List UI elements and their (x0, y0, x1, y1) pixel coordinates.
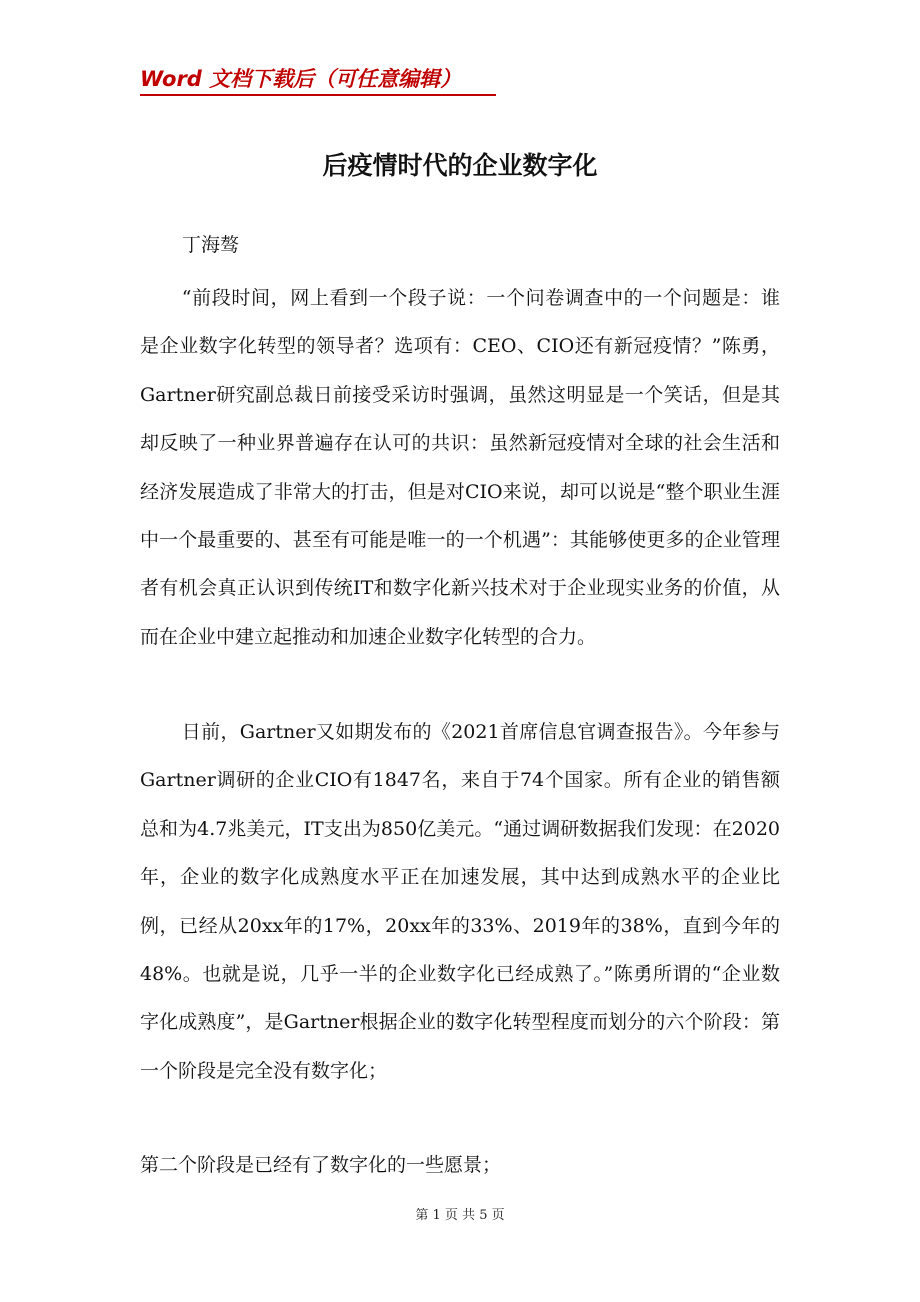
header-underline (140, 94, 496, 96)
body-paragraph-3: 第二个阶段是已经有了数字化的一些愿景； (140, 1154, 502, 1176)
document-header (140, 64, 496, 94)
page-number-footer: 第 1 页 共 5 页 (415, 1208, 505, 1223)
body-paragraph-2: 日前，Gartner又如期发布的《2021首席信息官调查报告》。今年参与Gartner调研的企业CIO有1847名，来自于74个国家。所有企业的销售额总和为4.7兆美元，IT支出为850亿美元。“通过调研数据我们发现：在2020年，企业的数字化成熟度水平正在加速发展，其中达到成熟水平的企业比例，已经从20xx年的17%，20xx年的33%、2019年的38%，直到今年的48%。也就是说，几乎一半的企业数字化已经成熟了。”陈勇所谓的“企业数字化成熟度”，是Gartner根据企业的数字化转型程度而划分的六个阶段：第一个阶段是完全没有数字化； (140, 721, 780, 1082)
page-title: 后疫情时代的企业数字化 (322, 151, 598, 180)
author-name: 丁海骜 (182, 234, 240, 256)
header-title: Word 文档下载后（可任意编辑） (140, 67, 462, 91)
body-paragraph-1: “前段时间，网上看到一个段子说：一个问卷调查中的一个问题是：谁是企业数字化转型的领导者？选项有：CEO、CIO还有新冠疫情？”陈勇，Gartner研究副总裁日前接受采访时强调，虽然这明显是一个笑话，但是其却反映了一种业界普遍存在认可的共识：虽然新冠疫情对全球的社会生活和经济发展造成了非常大的打击，但是对CIO来说，却可以说是“整个职业生涯中一个最重要的、甚至有可能是唯一的一个机遇”：其能够使更多的企业管理者有机会真正认识到传统IT和数字化新兴技术对于企业现实业务的价值，从而在企业中建立起推动和加速企业数字化转型的合力。 (140, 287, 780, 648)
